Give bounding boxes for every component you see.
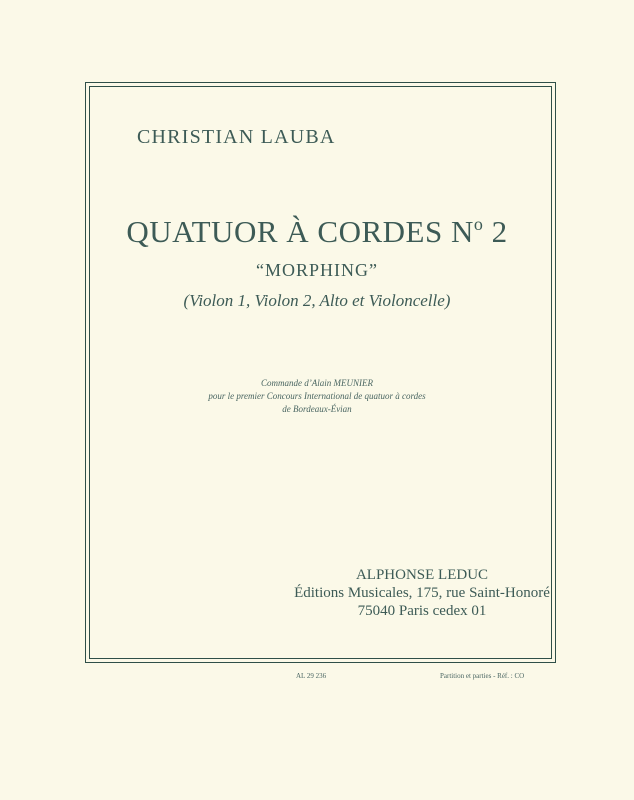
catalog-number: AL 29 236 [296,672,327,680]
publisher-city: 75040 Paris cedex 01 [357,603,487,619]
work-title-main: QUATUOR À CORDES N [126,214,474,249]
publisher-block [267,566,577,620]
dedication-line: Commande d’Alain MEUNIER [261,378,373,388]
edition-note: Partition et parties - Réf. : CO [440,672,525,680]
publisher-address: Éditions Musicales, 175, rue Saint-Honoré [294,585,550,601]
publisher-name: ALPHONSE LEDUC [355,567,489,583]
work-subtitle: “MORPHING” [256,260,378,280]
work-title-superscript: o [473,214,484,234]
dedication-line: pour le premier Concours International de quatuor à cordes [208,391,426,401]
composer-name: CHRISTIAN LAUBA [137,126,336,148]
work-title-number: 2 [491,214,508,249]
work-title [0,214,634,250]
instrumentation: (Violon 1, Violon 2, Alto et Violoncelle) [183,291,451,310]
dedication-line: de Bordeaux-Évian [282,404,352,414]
dedication-block [0,377,634,416]
